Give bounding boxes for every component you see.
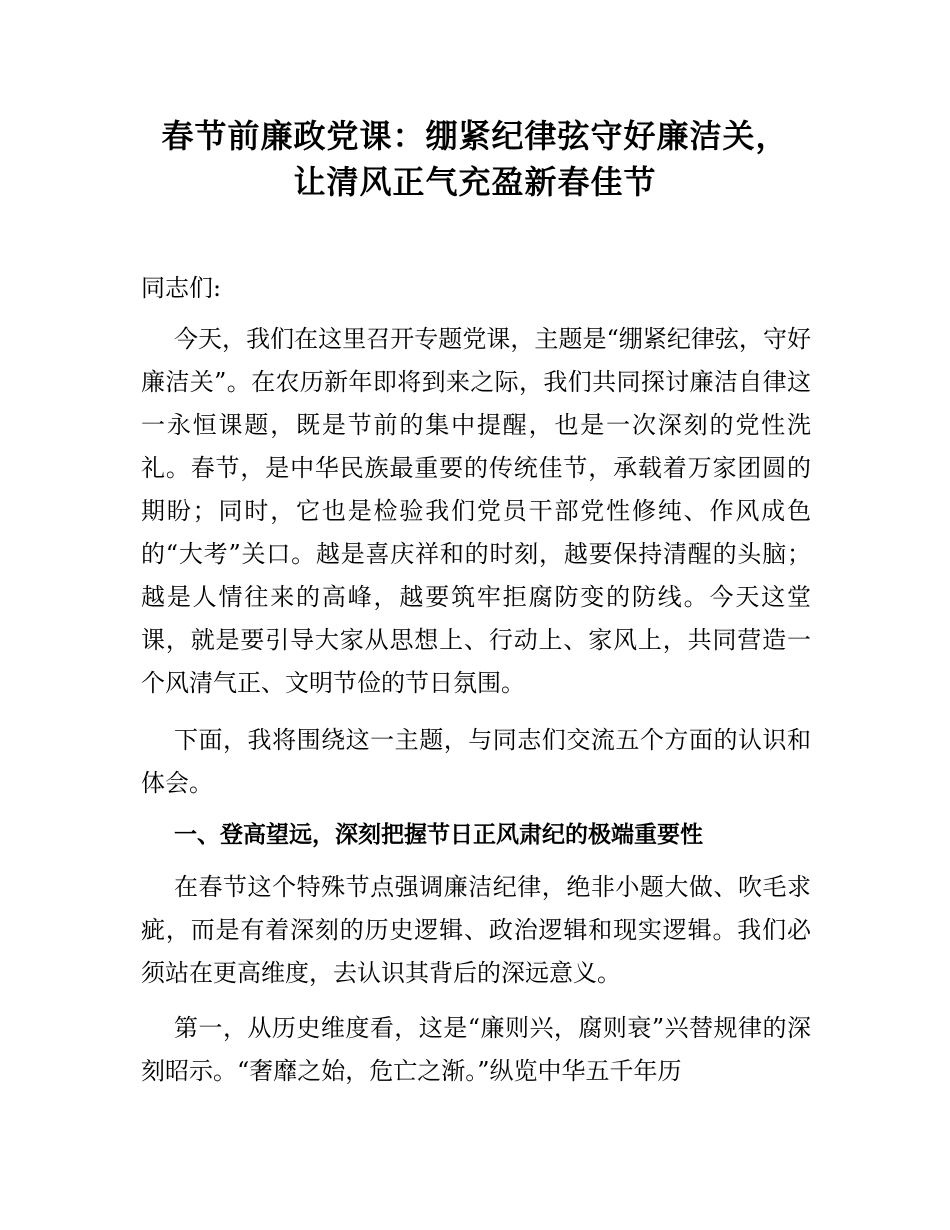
paragraph-outline: 下面，我将围绕这一主题，与同志们交流五个方面的认识和体会。	[141, 726, 811, 797]
salutation: 同志们:	[141, 274, 222, 302]
paragraph-intro: 今天，我们在这里召开专题党课，主题是“绷紧纪律弦，守好廉洁关”。在农历新年即将到来之际，我们共同探讨廉洁自律这一永恒课题，既是节前的集中提醒，也是一次深刻的党性洗礼。春节，是中华民族最重要的传统佳节，承载着万家团圆的期盼；同时，它也是检验我们党员干部党性修纯、作风成色的“大考”关口。越是喜庆祥和的时刻，越要保持清醒的头脑；越是人情往来的高峰，越要筑牢拒腐防变的防线。今天这堂课，就是要引导大家从思想上、行动上、家风上，共同营造一个风清气正、文明节俭的节日氛围。	[141, 325, 811, 697]
document-title-line-2: 让清风正气充盈新春佳节	[293, 163, 657, 201]
document-title-line-1: 春节前廉政党课：绷紧纪律弦守好廉洁关，	[161, 117, 789, 155]
section-paragraph-2: 第一，从历史维度看，这是“廉则兴，腐则衰”兴替规律的深刻昭示。“奢靡之始，危亡之渐。”纵览中华五千年历	[141, 1014, 811, 1085]
section-paragraph-1: 在春节这个特殊节点强调廉洁纪律，绝非小题大做、吹毛求疵，而是有着深刻的历史逻辑、政治逻辑和现实逻辑。我们必须站在更高维度，去认识其背后的深远意义。	[141, 873, 811, 987]
section-heading-1: 一、登高望远，深刻把握节日正风肃纪的极端重要性	[174, 822, 703, 848]
